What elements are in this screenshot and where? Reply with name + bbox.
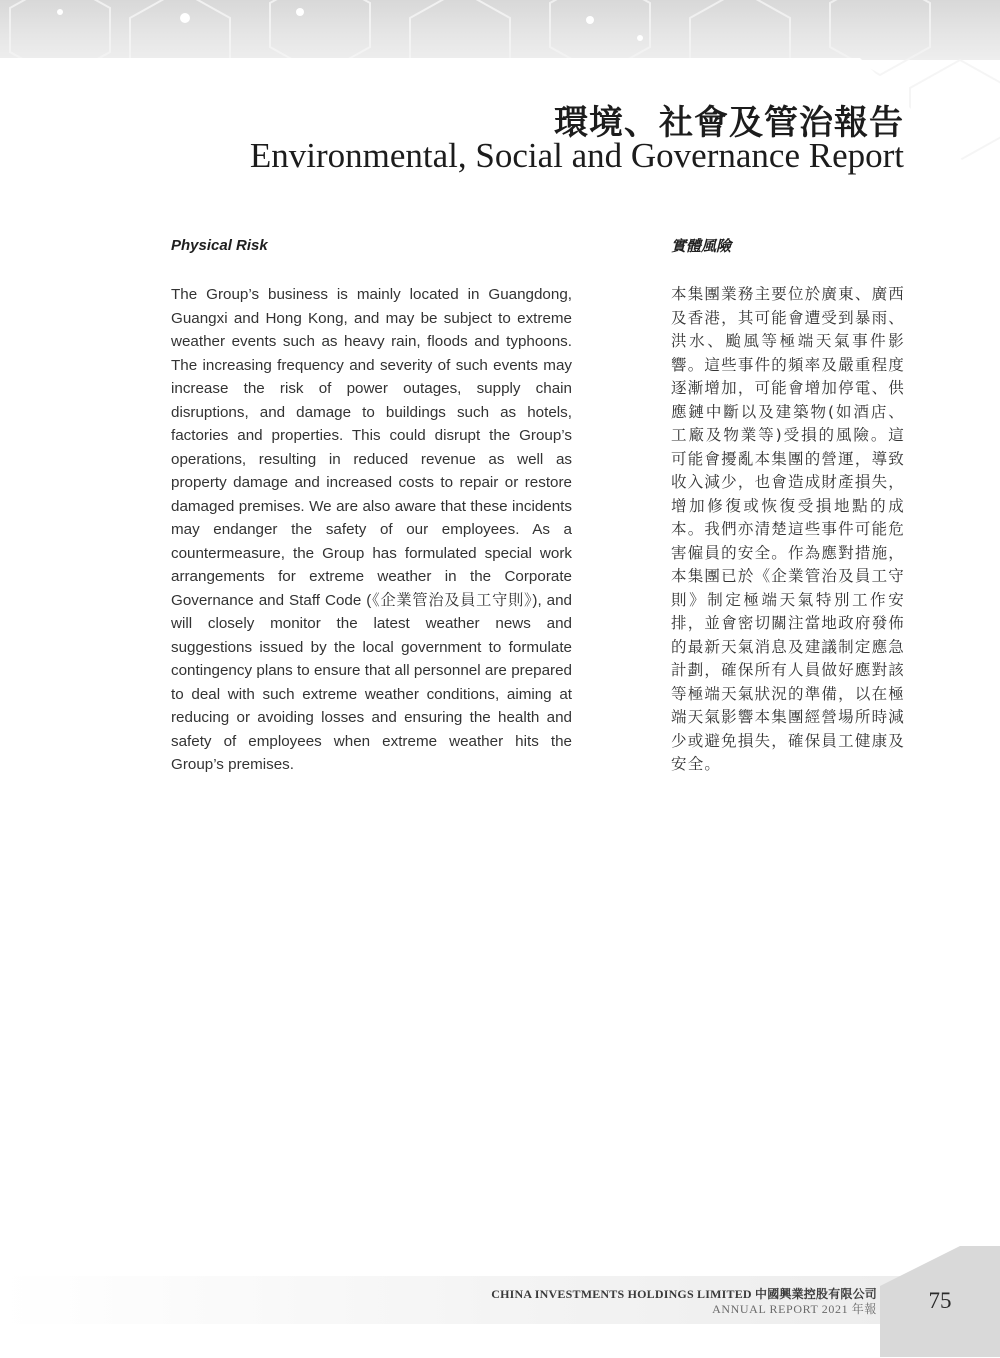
chinese-column <box>671 236 905 777</box>
section-body-chinese: 本集團業務主要位於廣東、廣西及香港，其可能會遭受到暴雨、洪水、颱風等極端天氣事件影響。這些事件的頻率及嚴重程度逐漸增加，可能會增加停電、供應鏈中斷以及建築物(如酒店、工廠及物業等)受損的風險。這可能會擾亂本集團的營運，導致收入減少，也會造成財產損失，增加修復或恢復受損地點的成本。我們亦清楚這些事件可能危害僱員的安全。作為應對措施，本集團已於《企業管治及員工守則》制定極端天氣特別工作安排，並會密切關注當地政府發佈的最新天氣消息及建議制定應急計劃，確保所有人員做好應對該等極端天氣狀況的準備，以在極端天氣影響本集團經營場所時減少或避免損失，確保員工健康及安全。 <box>671 285 905 773</box>
footer-company-name: CHINA INVESTMENTS HOLDINGS LIMITED 中國興業控股有限公司 <box>491 1287 877 1301</box>
section-heading-english: Physical Risk <box>171 237 268 254</box>
report-title-english: Environmental, Social and Governance Report <box>249 136 904 175</box>
page-number: 75 <box>928 1288 952 1313</box>
section-body-english: The Group’s business is mainly located in Guangdong, Guangxi and Hong Kong, and may be subject to extreme weather events such as heavy rain, floods and typhoons. The increasing frequency and severity of such events may increase the risk of power outages, supply chain disruptions, and damage to buildings such as hotels, factories and properties. This could disrupt the Group’s operations, resulting in reduced revenue as well as property damage and increased costs to repair or restore damaged premises. We are also aware that these incidents may endanger the safety of our employees. As a countermeasure, the Group has formulated special work arrangements for extreme weather in the Corporate Governance and Staff Code (《企業管治及員工守則》), and will closely monitor the latest weather news and suggestions issued by the local government to formulate contingency plans to ensure that all personnel are prepared to deal with such extreme weather conditions, aiming at reducing or avoiding losses and ensuring the health and safety of employees when extreme weather hits the Group’s premises. <box>171 286 572 773</box>
english-column <box>171 236 572 777</box>
section-heading-chinese: 實體風險 <box>671 237 732 255</box>
footer-report-title: ANNUAL REPORT 2021 年報 <box>712 1302 877 1316</box>
report-title-chinese: 環境、社會及管治報告 <box>554 103 904 143</box>
